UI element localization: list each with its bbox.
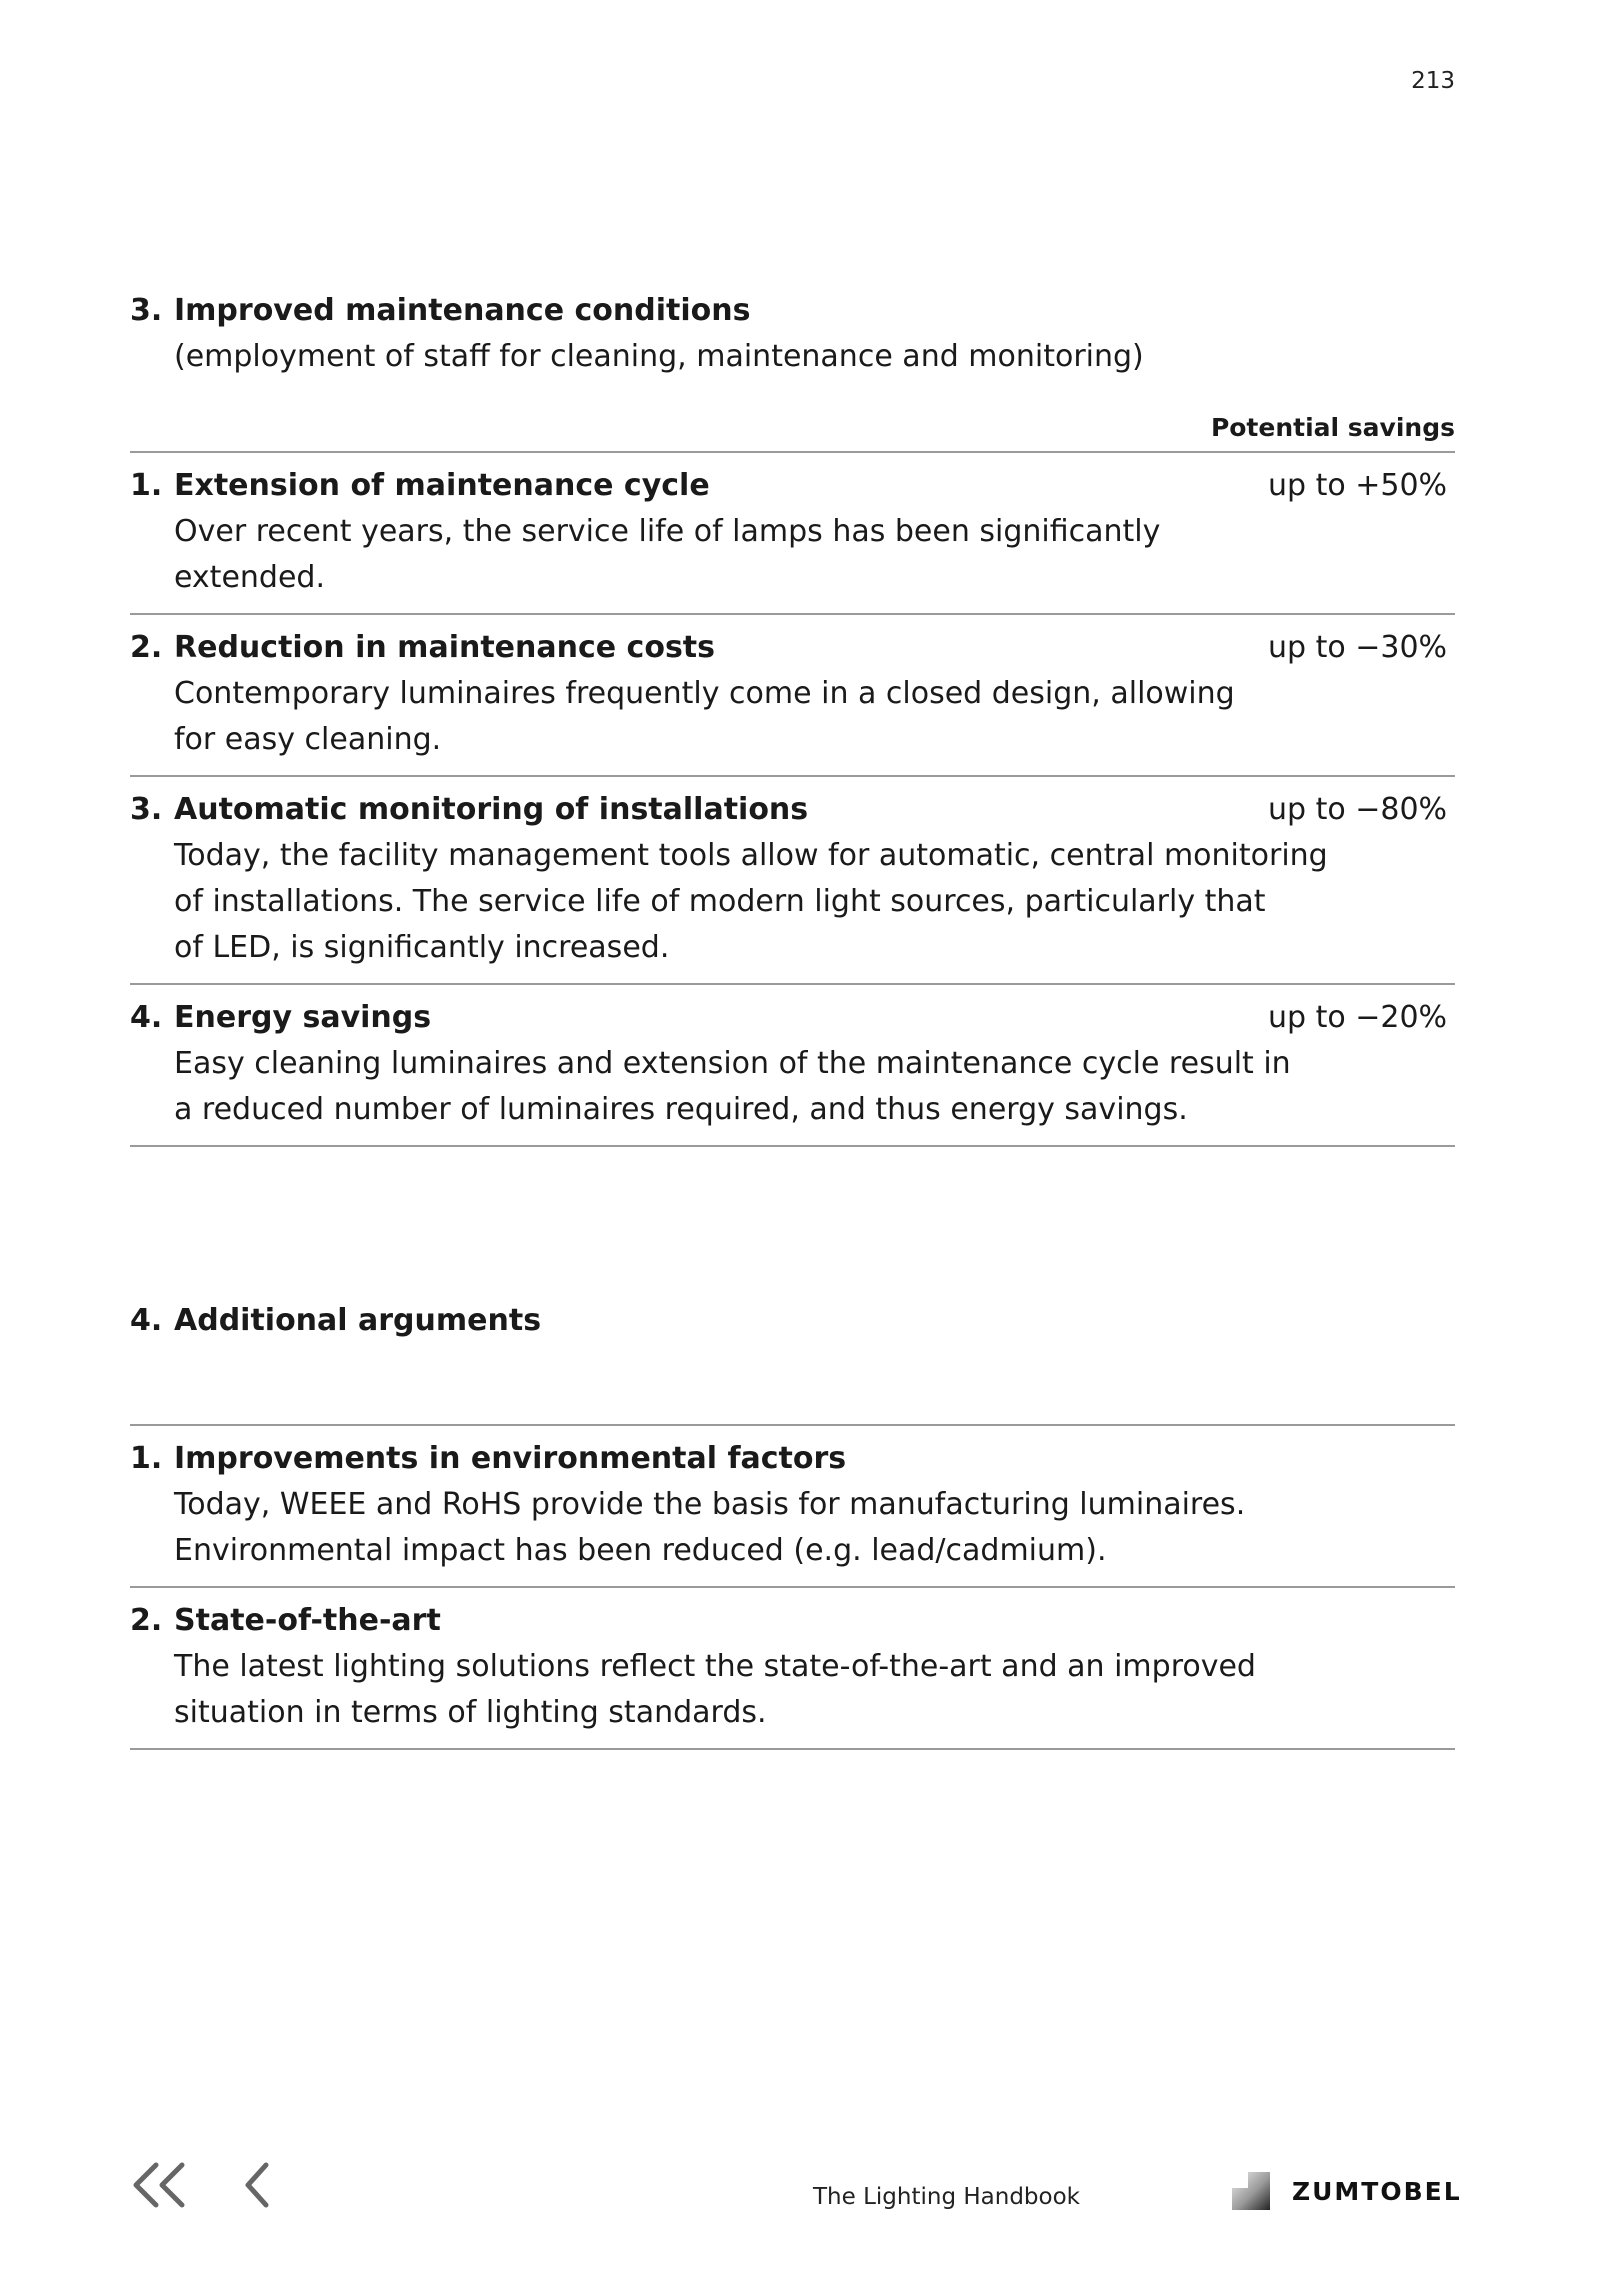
- arguments-table: [130, 1424, 1455, 1750]
- item-title: Energy savings: [174, 1000, 432, 1035]
- footer-book-title: The Lighting Handbook: [813, 2184, 1080, 2210]
- description-line: Today, the facility management tools allow for automatic, central monitoring: [174, 838, 1328, 873]
- description-line: Environmental impact has been reduced (e.g. lead/cadmium).: [174, 1533, 1107, 1568]
- section-subtitle: (employment of staff for cleaning, maintenance and monitoring): [174, 339, 1144, 374]
- item-description: [130, 671, 1455, 763]
- column-header-potential-savings: Potential savings: [1210, 413, 1455, 442]
- chevron-left-icon[interactable]: [240, 2160, 276, 2214]
- description-line: Over recent years, the service life of lamps has been significantly: [174, 514, 1161, 549]
- item-title: State-of-the-art: [174, 1603, 441, 1638]
- section-4-heading: [130, 1298, 1455, 1344]
- savings-value: up to −30%: [1268, 630, 1448, 665]
- item-title: Reduction in maintenance costs: [174, 630, 715, 665]
- item-title: Extension of maintenance cycle: [174, 468, 710, 503]
- description-line: situation in terms of lighting standards.: [174, 1695, 767, 1730]
- description-line: Contemporary luminaires frequently come in a closed design, allowing: [174, 676, 1235, 711]
- item-description: [130, 1041, 1455, 1133]
- item-title: Improvements in environmental factors: [174, 1441, 847, 1476]
- item-number: 3.: [130, 792, 163, 827]
- section-number: 3.: [130, 293, 163, 328]
- zumtobel-logo-icon: [1232, 2172, 1270, 2210]
- brand-name: ZUMTOBEL: [1292, 2176, 1462, 2206]
- description-line: Today, WEEE and RoHS provide the basis for manufacturing luminaires.: [174, 1487, 1246, 1522]
- description-line: for easy cleaning.: [174, 722, 442, 757]
- table-row: [130, 615, 1455, 777]
- section-number: 4.: [130, 1303, 163, 1338]
- table-row: [130, 985, 1455, 1147]
- item-description: [130, 1482, 1455, 1574]
- description-line: Easy cleaning luminaires and extension of the maintenance cycle result in: [174, 1046, 1291, 1081]
- item-description: [130, 1644, 1455, 1736]
- item-number: 1.: [130, 468, 163, 503]
- savings-table: [130, 405, 1455, 1147]
- table-row: [130, 1588, 1455, 1750]
- description-line: a reduced number of luminaires required, and thus energy savings.: [174, 1092, 1188, 1127]
- description-line: extended.: [174, 560, 325, 595]
- item-number: 2.: [130, 1603, 163, 1638]
- item-number: 4.: [130, 1000, 163, 1035]
- description-line: of LED, is significantly increased.: [174, 930, 670, 965]
- savings-value: up to −80%: [1268, 792, 1448, 827]
- description-line: The latest lighting solutions reflect the state-of-the-art and an improved: [174, 1649, 1256, 1684]
- table-row: [130, 1426, 1455, 1588]
- item-number: 1.: [130, 1441, 163, 1476]
- item-description: [130, 833, 1455, 971]
- item-description: [130, 509, 1455, 601]
- footer-navigation: [128, 2160, 276, 2214]
- table-row: [130, 453, 1455, 615]
- section-title: Additional arguments: [174, 1303, 542, 1338]
- brand-logo: [1232, 2172, 1462, 2210]
- item-title: Automatic monitoring of installations: [174, 792, 809, 827]
- table-row: [130, 777, 1455, 985]
- section-3-heading: [130, 288, 1455, 380]
- page-number: 213: [1411, 68, 1455, 94]
- savings-value: up to +50%: [1268, 468, 1448, 503]
- double-chevron-left-icon[interactable]: [128, 2160, 190, 2214]
- section-title: Improved maintenance conditions: [174, 293, 751, 328]
- item-number: 2.: [130, 630, 163, 665]
- savings-value: up to −20%: [1268, 1000, 1448, 1035]
- description-line: of installations. The service life of modern light sources, particularly that: [174, 884, 1266, 919]
